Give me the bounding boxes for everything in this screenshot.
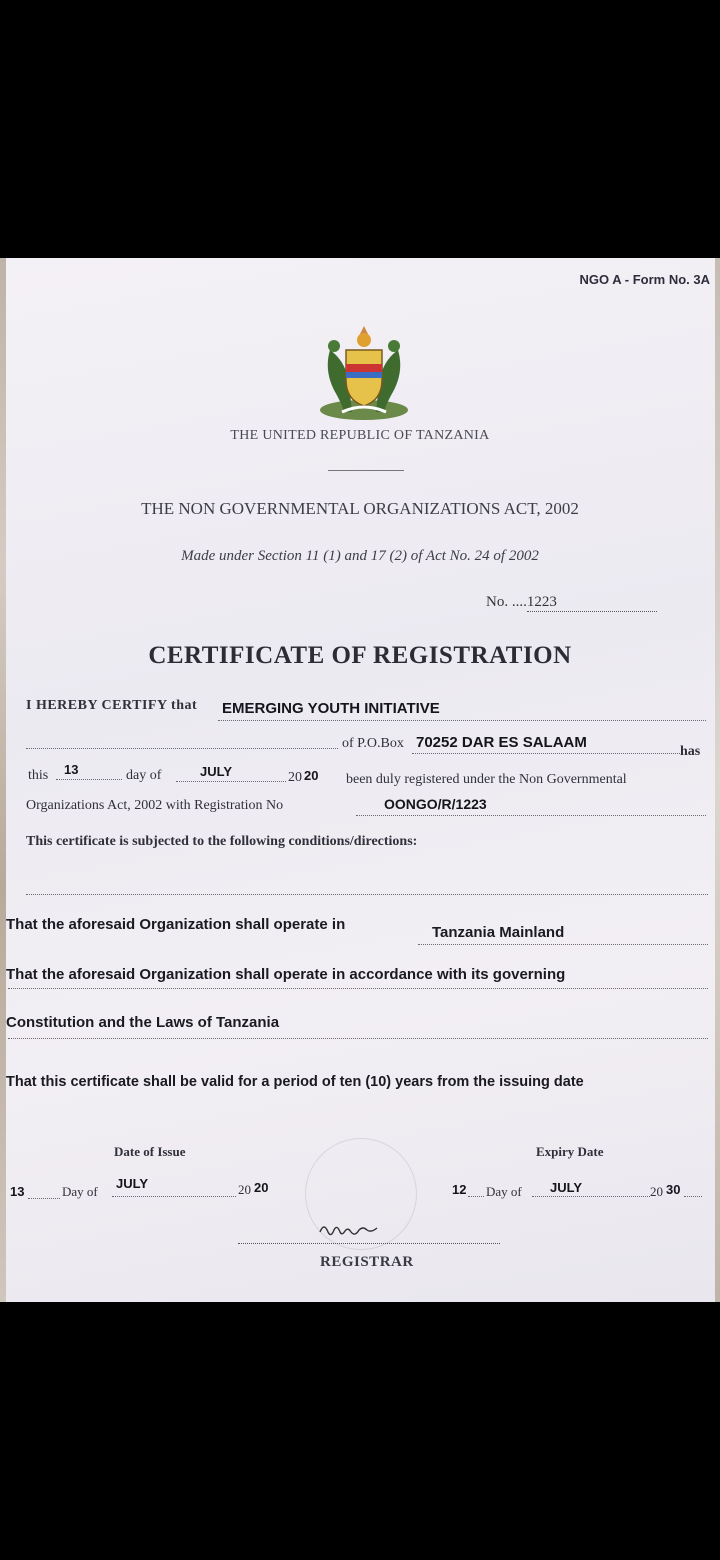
registration-month: JULY <box>200 764 233 779</box>
registrar-label: REGISTRAR <box>320 1254 414 1270</box>
certificate-title: CERTIFICATE OF REGISTRATION <box>148 642 572 669</box>
organization-name: EMERGING YOUTH INITIATIVE <box>222 700 440 717</box>
day-of-label: day of <box>126 768 162 783</box>
expiry-day: 12 <box>452 1182 467 1197</box>
made-under-text: Made under Section 11 (1) and 17 (2) of Act No. 24 of 2002 <box>181 548 539 564</box>
issue-day-of-label: Day of <box>62 1184 98 1199</box>
form-number: NGO A - Form No. 3A <box>579 272 710 287</box>
issue-day: 13 <box>10 1184 25 1199</box>
paper-left-edge <box>0 258 6 1302</box>
has-label: has <box>680 744 701 759</box>
condition-2-line <box>8 988 708 989</box>
coat-of-arms-emblem <box>312 320 416 424</box>
po-box-line <box>412 753 680 754</box>
condition-3-text: Constitution and the Laws of Tanzania <box>6 1014 280 1031</box>
expiry-day-of-label: Day of <box>486 1184 522 1199</box>
certificate-number-label: No. .... <box>486 594 527 610</box>
issue-day-line <box>28 1198 60 1199</box>
registered-text: been duly registered under the Non Governmental <box>346 772 627 787</box>
issue-year: 20 <box>254 1180 269 1195</box>
condition-1-text: That the aforesaid Organization shall operate in <box>6 916 346 933</box>
paper-right-edge <box>715 258 720 1302</box>
heading-divider <box>328 470 404 471</box>
condition-3-line <box>8 1038 708 1039</box>
organization-name-line <box>218 720 706 721</box>
certify-label: I HEREBY CERTIFY that <box>26 698 198 713</box>
certificate-number-row <box>486 594 657 612</box>
issue-month: JULY <box>116 1176 149 1191</box>
certificate-number: 1223 <box>526 594 557 610</box>
expiry-month-line <box>532 1196 650 1197</box>
issue-year-prefix: 20 <box>238 1182 251 1197</box>
registration-year: 20 <box>304 768 319 783</box>
date-of-issue-label: Date of Issue <box>114 1144 186 1159</box>
registration-month-line <box>176 781 286 782</box>
registrar-signature <box>318 1218 382 1240</box>
registration-day: 13 <box>64 762 79 777</box>
this-label: this <box>28 768 49 783</box>
expiry-year-line <box>684 1196 702 1197</box>
expiry-day-line <box>468 1196 484 1197</box>
po-box-label: of P.O.Box <box>342 736 404 751</box>
condition-4-text: That this certificate shall be valid for a period of ten (10) years from the issuing date <box>6 1074 584 1090</box>
act-title: THE NON GOVERNMENTAL ORGANIZATIONS ACT, 2002 <box>141 499 579 518</box>
year-prefix: 20 <box>288 770 302 785</box>
certificate-document <box>0 258 720 1302</box>
blank-condition-line <box>26 894 708 895</box>
signature-line <box>238 1243 500 1244</box>
certificate-number-field <box>527 594 657 612</box>
organization-continuation-line <box>26 748 338 749</box>
registration-number-line <box>356 815 706 816</box>
po-box-value: 70252 DAR ES SALAAM <box>416 734 587 751</box>
registration-day-line <box>56 779 122 780</box>
republic-heading: THE UNITED REPUBLIC OF TANZANIA <box>230 428 490 443</box>
org-act-text: Organizations Act, 2002 with Registration No <box>26 798 284 813</box>
expiry-year-prefix: 20 <box>650 1184 663 1199</box>
condition-2-text: That the aforesaid Organization shall operate in accordance with its governing <box>6 966 566 983</box>
issue-month-line <box>112 1196 236 1197</box>
expiry-date-label: Expiry Date <box>536 1144 604 1159</box>
condition-1-line <box>418 944 708 945</box>
conditions-intro: This certificate is subjected to the following conditions/directions: <box>26 834 418 849</box>
condition-1-area: Tanzania Mainland <box>432 924 565 941</box>
expiry-year: 30 <box>666 1182 681 1197</box>
expiry-month: JULY <box>550 1180 583 1195</box>
registration-number: OONGO/R/1223 <box>384 796 487 812</box>
